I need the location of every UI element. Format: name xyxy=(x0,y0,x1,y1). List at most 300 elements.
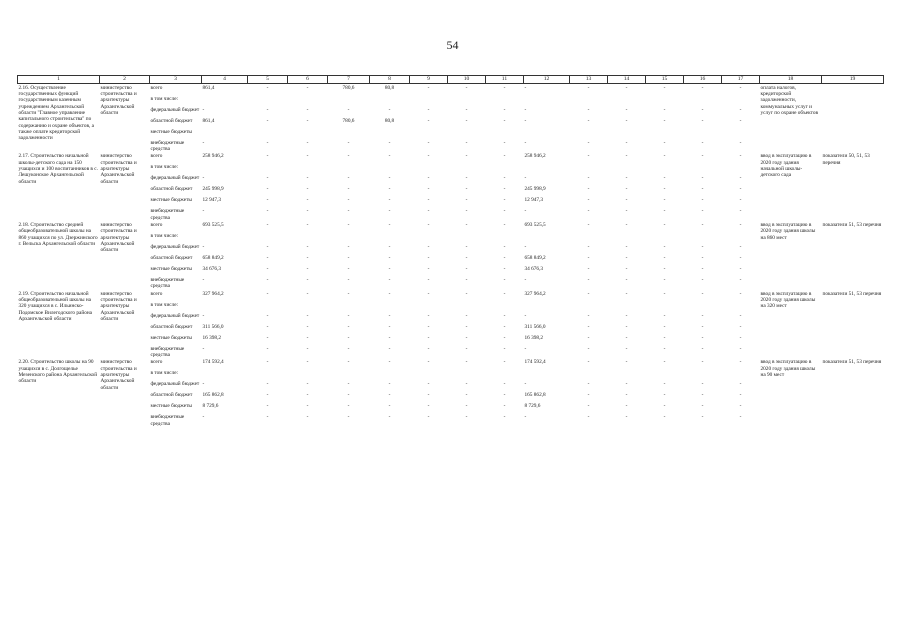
value-cell-col16: - xyxy=(701,197,704,204)
value-cell-col5: - xyxy=(266,290,269,297)
value-cell-col14: - xyxy=(625,208,628,215)
funding-source-label: внебюджетные средства xyxy=(150,414,185,427)
value-cell-col15: - xyxy=(663,106,666,113)
value-cell-col13: - xyxy=(587,381,590,388)
value-cell-col16: - xyxy=(701,359,704,366)
value-cell-col16: - xyxy=(701,221,704,228)
value-cell-col8: - xyxy=(388,381,391,388)
value-cell-col8 xyxy=(370,95,410,106)
value-cell-col12: 16 398,2 xyxy=(524,334,544,341)
value-cell-col12 xyxy=(524,164,570,175)
value-cell-col7: - xyxy=(347,186,350,193)
value-cell-col9 xyxy=(410,301,448,312)
value-cell-col12: 12 947,3 xyxy=(524,197,544,204)
value-cell-col15: - xyxy=(663,153,666,160)
value-cell-col4: 693 525,5 xyxy=(202,221,224,228)
value-cell-col5: - xyxy=(266,265,269,272)
value-cell-col6: - xyxy=(306,221,309,228)
value-cell-col7 xyxy=(328,370,370,381)
value-cell-col7: - xyxy=(347,175,350,182)
value-cell-col6: - xyxy=(306,290,309,297)
value-cell-col10: - xyxy=(465,186,468,193)
entry-executor: министерство строительства и архитектуры Архангельской области xyxy=(100,153,137,185)
value-cell-col11: - xyxy=(503,359,506,366)
entry-title: 2.18. Строительство средней общеобразовательной школы на 860 учащихся по ул. Дзержинского г. Вельска Архангельской области xyxy=(18,221,98,247)
value-cell-col5: - xyxy=(266,323,269,330)
value-cell-col16: - xyxy=(701,334,704,341)
value-cell-col9 xyxy=(410,232,448,243)
value-cell-col8 xyxy=(370,370,410,381)
value-cell-col5: - xyxy=(266,359,269,366)
value-cell-col10: - xyxy=(465,221,468,228)
value-cell-col15: - xyxy=(663,265,666,272)
value-cell-col15: - xyxy=(663,175,666,182)
value-cell-col9: - xyxy=(427,153,430,160)
funding-source-label: всего xyxy=(150,84,163,91)
value-cell-col8: - xyxy=(388,276,391,283)
value-cell-col13: - xyxy=(587,392,590,399)
value-cell-col12 xyxy=(524,128,570,139)
funding-source-label: местные бюджеты xyxy=(150,128,192,135)
value-cell-col14 xyxy=(608,164,646,175)
value-cell-col6: - xyxy=(306,345,309,352)
value-cell-col9 xyxy=(410,128,448,139)
value-cell-col9: - xyxy=(427,84,430,91)
entry-executor: министерство строительства и архитектуры Архангельской области xyxy=(100,290,137,322)
value-cell-col4: - xyxy=(202,414,205,421)
value-cell-col14: - xyxy=(625,117,628,124)
value-cell-col17: - xyxy=(739,153,742,160)
value-cell-col5: - xyxy=(266,221,269,228)
value-cell-col7: - xyxy=(347,403,350,410)
value-cell-col4 xyxy=(202,301,248,312)
value-cell-col16: - xyxy=(701,175,704,182)
funding-source-label: местные бюджеты xyxy=(150,197,192,204)
value-cell-col10: - xyxy=(465,359,468,366)
value-cell-col11: - xyxy=(503,84,506,91)
value-cell-col9 xyxy=(410,95,448,106)
value-cell-col4: - xyxy=(202,381,205,388)
value-cell-col7: - xyxy=(347,345,350,352)
value-cell-col5 xyxy=(248,164,288,175)
value-cell-col13: - xyxy=(587,243,590,250)
value-cell-col14: - xyxy=(625,139,628,146)
value-cell-col7: - xyxy=(347,153,350,160)
value-cell-col11: - xyxy=(503,243,506,250)
value-cell-col13: - xyxy=(587,403,590,410)
value-cell-col16: - xyxy=(701,392,704,399)
value-cell-col5 xyxy=(248,128,288,139)
value-cell-col6: - xyxy=(306,186,309,193)
funding-source-label: федеральный бюджет xyxy=(150,106,200,113)
value-cell-col17 xyxy=(722,232,760,243)
value-cell-col11: - xyxy=(503,208,506,215)
value-cell-col14: - xyxy=(625,186,628,193)
value-cell-col6: - xyxy=(306,175,309,182)
value-cell-col8: - xyxy=(388,392,391,399)
value-cell-col12: - xyxy=(524,84,527,91)
value-cell-col12 xyxy=(524,301,570,312)
value-cell-col12: - xyxy=(524,414,527,421)
value-cell-col10: - xyxy=(465,197,468,204)
value-cell-col15: - xyxy=(663,392,666,399)
expected-result: ввод в эксплуатацию в 2020 году здания начальной школы-детского сада xyxy=(760,153,812,179)
value-cell-col13: - xyxy=(587,197,590,204)
value-cell-col11: - xyxy=(503,106,506,113)
value-cell-col17: - xyxy=(739,312,742,319)
value-cell-col14: - xyxy=(625,345,628,352)
value-cell-col11: - xyxy=(503,197,506,204)
value-cell-col4: 16 398,2 xyxy=(202,334,222,341)
value-cell-col4: 327 964,2 xyxy=(202,290,224,297)
value-cell-col14: - xyxy=(625,359,628,366)
funding-source-label: внебюджетные средства xyxy=(150,345,185,358)
value-cell-col13: - xyxy=(587,312,590,319)
column-number-17: 17 xyxy=(722,76,760,84)
value-cell-col12: - xyxy=(524,381,527,388)
table-body xyxy=(18,84,884,428)
value-cell-col8 xyxy=(370,164,410,175)
value-cell-col6: - xyxy=(306,392,309,399)
funding-source-label: в том числе: xyxy=(150,95,179,102)
value-cell-col8: - xyxy=(388,414,391,421)
value-cell-col4: 34 676,3 xyxy=(202,265,222,272)
value-cell-col5: - xyxy=(266,117,269,124)
value-cell-col4: 245 998,9 xyxy=(202,186,224,193)
value-cell-col5: - xyxy=(266,312,269,319)
value-cell-col8: - xyxy=(388,208,391,215)
value-cell-col17: - xyxy=(739,414,742,421)
value-cell-col6: - xyxy=(306,117,309,124)
value-cell-col15: - xyxy=(663,84,666,91)
value-cell-col16: - xyxy=(701,323,704,330)
value-cell-col14: - xyxy=(625,323,628,330)
value-cell-col7: 780,6 xyxy=(342,117,355,124)
value-cell-col13: - xyxy=(587,208,590,215)
value-cell-col7: - xyxy=(347,243,350,250)
value-cell-col6: - xyxy=(306,323,309,330)
value-cell-col10: - xyxy=(465,153,468,160)
expected-result: ввод в эксплуатацию в 2020 году здания школы на 90 мест xyxy=(760,359,816,378)
value-cell-col17 xyxy=(722,370,760,381)
value-cell-col5: - xyxy=(266,197,269,204)
column-number-5: 5 xyxy=(248,76,288,84)
value-cell-col16: - xyxy=(701,381,704,388)
value-cell-col16: - xyxy=(701,345,704,352)
value-cell-col14: - xyxy=(625,243,628,250)
value-cell-col13 xyxy=(570,95,608,106)
value-cell-col8: - xyxy=(388,175,391,182)
value-cell-col15: - xyxy=(663,403,666,410)
value-cell-col15 xyxy=(646,301,684,312)
entry-executor: министерство строительства и архитектуры Архангельской области xyxy=(100,359,137,391)
funding-source-label: федеральный бюджет xyxy=(150,243,200,250)
column-number-1: 1 xyxy=(18,76,100,84)
value-cell-col16 xyxy=(684,128,722,139)
funding-source-label: местные бюджеты xyxy=(150,265,192,272)
value-cell-col7 xyxy=(328,301,370,312)
value-cell-col4: - xyxy=(202,243,205,250)
value-cell-col17: - xyxy=(739,381,742,388)
value-cell-col10 xyxy=(448,95,486,106)
value-cell-col6 xyxy=(288,370,328,381)
value-cell-col17 xyxy=(722,95,760,106)
value-cell-col4: 165 862,8 xyxy=(202,392,224,399)
value-cell-col8: - xyxy=(388,345,391,352)
value-cell-col7: - xyxy=(347,381,350,388)
value-cell-col14: - xyxy=(625,392,628,399)
value-cell-col11: - xyxy=(503,334,506,341)
value-cell-col13: - xyxy=(587,139,590,146)
value-cell-col11: - xyxy=(503,117,506,124)
value-cell-col4: 861,4 xyxy=(202,84,215,91)
indicators: показатели 51, 53 перечня xyxy=(822,221,882,228)
page-number: 54 xyxy=(446,38,459,52)
value-cell-col16: - xyxy=(701,403,704,410)
value-cell-col9 xyxy=(410,164,448,175)
table-header xyxy=(18,76,884,84)
value-cell-col9: - xyxy=(427,243,430,250)
value-cell-col16: - xyxy=(701,84,704,91)
value-cell-col16: - xyxy=(701,153,704,160)
value-cell-col4: - xyxy=(202,345,205,352)
value-cell-col9: - xyxy=(427,197,430,204)
value-cell-col9: - xyxy=(427,117,430,124)
value-cell-col12: - xyxy=(524,106,527,113)
value-cell-col5: - xyxy=(266,208,269,215)
value-cell-col8: - xyxy=(388,265,391,272)
column-number-15: 15 xyxy=(646,76,684,84)
value-cell-col6: - xyxy=(306,359,309,366)
value-cell-col5 xyxy=(248,370,288,381)
value-cell-col16: - xyxy=(701,414,704,421)
funding-source-label: областной бюджет xyxy=(150,254,193,261)
value-cell-col7: - xyxy=(347,290,350,297)
value-cell-col15: - xyxy=(663,221,666,228)
value-cell-col17: - xyxy=(739,186,742,193)
value-cell-col16 xyxy=(684,232,722,243)
value-cell-col9: - xyxy=(427,403,430,410)
value-cell-col13 xyxy=(570,164,608,175)
value-cell-col17: - xyxy=(739,243,742,250)
value-cell-col13: - xyxy=(587,106,590,113)
value-cell-col7 xyxy=(328,128,370,139)
value-cell-col13: - xyxy=(587,334,590,341)
value-cell-col12: - xyxy=(524,345,527,352)
value-cell-col6: - xyxy=(306,106,309,113)
value-cell-col13: - xyxy=(587,414,590,421)
value-cell-col5: - xyxy=(266,84,269,91)
value-cell-col15: - xyxy=(663,139,666,146)
value-cell-col4: 174 592,4 xyxy=(202,359,224,366)
expected-result: оплата налогов, кредиторской задолженности, коммунальных услуг и услуг по охране объектов xyxy=(760,84,818,116)
value-cell-col13: - xyxy=(587,221,590,228)
value-cell-col12: - xyxy=(524,276,527,283)
value-cell-col17: - xyxy=(739,254,742,261)
value-cell-col15: - xyxy=(663,208,666,215)
value-cell-col14: - xyxy=(625,265,628,272)
value-cell-col13 xyxy=(570,128,608,139)
value-cell-col10: - xyxy=(465,175,468,182)
value-cell-col10: - xyxy=(465,254,468,261)
value-cell-col17: - xyxy=(739,265,742,272)
value-cell-col13: - xyxy=(587,186,590,193)
value-cell-col5 xyxy=(248,301,288,312)
value-cell-col9: - xyxy=(427,139,430,146)
value-cell-col9: - xyxy=(427,290,430,297)
value-cell-col7: - xyxy=(347,312,350,319)
value-cell-col10: - xyxy=(465,403,468,410)
value-cell-col10: - xyxy=(465,290,468,297)
value-cell-col9: - xyxy=(427,265,430,272)
value-cell-col11: - xyxy=(503,392,506,399)
value-cell-col17: - xyxy=(739,139,742,146)
value-cell-col5: - xyxy=(266,392,269,399)
value-cell-col13: - xyxy=(587,265,590,272)
value-cell-col14: - xyxy=(625,175,628,182)
column-number-12: 12 xyxy=(524,76,570,84)
expected-result: ввод в эксплуатацию в 2020 году здания школы на 320 мест xyxy=(760,290,816,310)
value-cell-col15: - xyxy=(663,312,666,319)
value-cell-col5: - xyxy=(266,243,269,250)
value-cell-col12: 693 525,5 xyxy=(524,221,546,228)
value-cell-col11 xyxy=(486,232,524,243)
value-cell-col8: - xyxy=(388,221,391,228)
funding-source-label: федеральный бюджет xyxy=(150,312,200,319)
column-number-18: 18 xyxy=(760,76,822,84)
funding-source-label: областной бюджет xyxy=(150,323,193,330)
value-cell-col8: - xyxy=(388,153,391,160)
value-cell-col17: - xyxy=(739,175,742,182)
value-cell-col8: - xyxy=(388,359,391,366)
value-cell-col14: - xyxy=(625,403,628,410)
value-cell-col9: - xyxy=(427,392,430,399)
funding-source-label: местные бюджеты xyxy=(150,334,192,341)
value-cell-col6 xyxy=(288,232,328,243)
value-cell-col13: - xyxy=(587,117,590,124)
value-cell-col8: - xyxy=(388,186,391,193)
entry-title: 2.17. Строительство начальной школы-детского сада на 150 учащихся и 100 воспитанников в с. Лешуконское Архангельской области xyxy=(18,153,98,185)
column-number-4: 4 xyxy=(202,76,248,84)
value-cell-col4: 861,4 xyxy=(202,117,215,124)
value-cell-col17: - xyxy=(739,403,742,410)
value-cell-col4 xyxy=(202,164,248,175)
value-cell-col14: - xyxy=(625,197,628,204)
value-cell-col5: - xyxy=(266,381,269,388)
value-cell-col9: - xyxy=(427,276,430,283)
value-cell-col15: - xyxy=(663,276,666,283)
value-cell-col14: - xyxy=(625,84,628,91)
value-cell-col12: 245 998,9 xyxy=(524,186,546,193)
value-cell-col16: - xyxy=(701,117,704,124)
value-cell-col4 xyxy=(202,95,248,106)
value-cell-col12: 174 592,4 xyxy=(524,359,546,366)
value-cell-col13: - xyxy=(587,84,590,91)
indicators xyxy=(822,84,884,153)
value-cell-col17: - xyxy=(739,290,742,297)
funding-source-label: всего xyxy=(150,153,163,160)
value-cell-col8: - xyxy=(388,197,391,204)
value-cell-col16: - xyxy=(701,276,704,283)
value-cell-col12: 327 964,2 xyxy=(524,290,546,297)
value-cell-col13: - xyxy=(587,254,590,261)
table-row xyxy=(18,290,884,301)
value-cell-col13: - xyxy=(587,175,590,182)
value-cell-col15 xyxy=(646,164,684,175)
value-cell-col10: - xyxy=(465,414,468,421)
value-cell-col10: - xyxy=(465,265,468,272)
value-cell-col15: - xyxy=(663,345,666,352)
funding-source-label: в том числе: xyxy=(150,232,179,239)
value-cell-col12: - xyxy=(524,208,527,215)
value-cell-col11: - xyxy=(503,276,506,283)
value-cell-col8: - xyxy=(388,312,391,319)
value-cell-col9: - xyxy=(427,186,430,193)
value-cell-col7: - xyxy=(347,221,350,228)
value-cell-col12: 658 849,2 xyxy=(524,254,546,261)
value-cell-col4: - xyxy=(202,276,205,283)
value-cell-col15: - xyxy=(663,359,666,366)
funding-source-label: внебюджетные средства xyxy=(150,208,185,221)
column-number-19: 19 xyxy=(822,76,884,84)
value-cell-col14 xyxy=(608,95,646,106)
value-cell-col10 xyxy=(448,301,486,312)
value-cell-col9: - xyxy=(427,208,430,215)
value-cell-col12 xyxy=(524,232,570,243)
value-cell-col6: - xyxy=(306,312,309,319)
column-numbers-row xyxy=(18,76,884,84)
funding-source-label: всего xyxy=(150,221,163,228)
value-cell-col11: - xyxy=(503,381,506,388)
value-cell-col15 xyxy=(646,232,684,243)
value-cell-col7: - xyxy=(347,208,350,215)
value-cell-col9: - xyxy=(427,221,430,228)
value-cell-col10: - xyxy=(465,276,468,283)
value-cell-col4: - xyxy=(202,139,205,146)
value-cell-col13 xyxy=(570,370,608,381)
value-cell-col15: - xyxy=(663,117,666,124)
value-cell-col11: - xyxy=(503,254,506,261)
value-cell-col8 xyxy=(370,128,410,139)
value-cell-col7: 780,6 xyxy=(342,84,355,91)
value-cell-col4 xyxy=(202,370,248,381)
value-cell-col5 xyxy=(248,95,288,106)
value-cell-col9: - xyxy=(427,323,430,330)
value-cell-col6: - xyxy=(306,265,309,272)
value-cell-col11: - xyxy=(503,139,506,146)
value-cell-col7: - xyxy=(347,323,350,330)
value-cell-col11: - xyxy=(503,290,506,297)
column-number-2: 2 xyxy=(100,76,150,84)
value-cell-col4: 8 729,6 xyxy=(202,403,219,410)
value-cell-col7: - xyxy=(347,334,350,341)
value-cell-col5 xyxy=(248,232,288,243)
value-cell-col4: 658 849,2 xyxy=(202,254,224,261)
value-cell-col13: - xyxy=(587,276,590,283)
value-cell-col15: - xyxy=(663,334,666,341)
column-number-13: 13 xyxy=(570,76,608,84)
value-cell-col14: - xyxy=(625,414,628,421)
value-cell-col16: - xyxy=(701,208,704,215)
value-cell-col14: - xyxy=(625,153,628,160)
value-cell-col12: 165 862,8 xyxy=(524,392,546,399)
value-cell-col8: - xyxy=(388,323,391,330)
value-cell-col6: - xyxy=(306,153,309,160)
value-cell-col11: - xyxy=(503,186,506,193)
value-cell-col4: - xyxy=(202,175,205,182)
value-cell-col11 xyxy=(486,95,524,106)
value-cell-col7: - xyxy=(347,414,350,421)
